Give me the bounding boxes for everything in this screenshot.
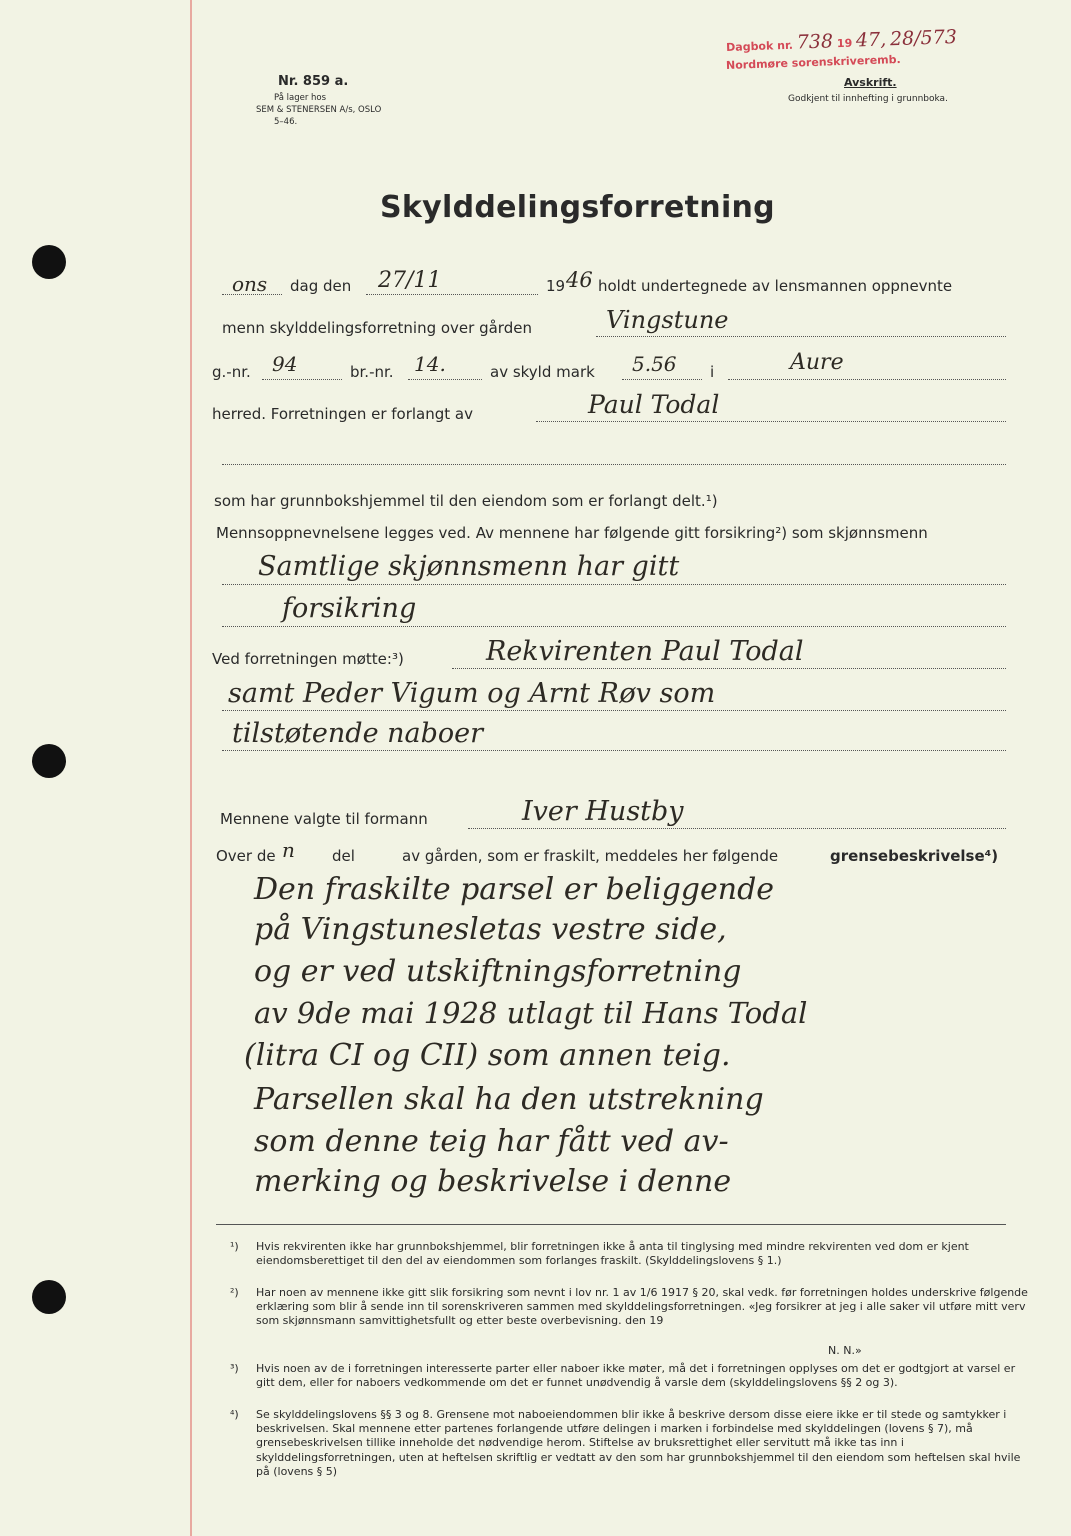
formann-handwritten: Iver Hustby [522,796,684,827]
mote-handwritten: tilstøtende naboer [232,718,484,749]
footnote-1: Hvis rekvirenten ikke har grunnbokshjemmel, blir forretningen ikke å anta til tinglysing med mindre rekvirenten ved dom er kjent eiendomsberettiget til den del av eiendommen som forlanges fraskilt. (Skylddelingslovens § 1.) [256,1240,969,1268]
fill-line [468,828,1006,829]
fill-line [222,710,1006,711]
date-handwritten: 27/11 [378,268,442,293]
garden-text: av gården, som er fraskilt, meddeles her følgende [402,847,779,865]
brnr-handwritten: 14. [414,352,446,376]
fill-line [222,750,1006,751]
fill-line [222,626,1006,627]
mennsopp-text: Mennsoppnevnelsene legges ved. Av mennene har følgende gitt forsikring²) som skjønnsmenn [216,524,928,542]
holdt-text: holdt undertegnede av lensmannen oppnevnte [598,277,953,295]
year-handwritten: 46 [566,268,593,292]
footnote-mark: ⁴) [230,1408,239,1421]
requester-handwritten: Paul Todal [588,390,720,419]
grense-handwritten: av 9de mai 1928 utlagt til Hans Todal [254,996,808,1030]
binder-hole [32,744,66,778]
fill-line [536,421,1006,422]
gnr-label: g.-nr. [212,363,251,381]
footnote-mark: ²) [230,1286,239,1299]
year-label: 19 [546,277,566,295]
mote-handwritten: samt Peder Vigum og Arnt Røv som [228,678,716,709]
grense-label: grensebeskrivelse⁴) [830,847,999,865]
fill-line [222,584,1006,585]
diary-stamp [726,26,958,56]
binder-hole [32,245,66,279]
footnote-signature: N. N.» [828,1344,862,1357]
grense-handwritten: Den fraskilte parsel er beliggende [254,872,775,907]
grense-handwritten: Parsellen skal ha den utstrekning [254,1082,764,1117]
del-label: del [332,847,355,865]
herred-text: herred. Forretningen er forlangt av [212,405,473,423]
gnr-handwritten: 94 [272,352,298,376]
fill-line [728,379,1006,380]
stamp-year-label: 19 [836,36,853,51]
approval-note: Godkjent til innhefting i grunnboka. [788,94,948,104]
publisher-line: SEM & STENERSEN A/s, OSLO [256,105,382,115]
document-title: Skylddelingsforretning [380,190,775,225]
skyld-handwritten: 5.56 [632,352,677,376]
footnote-divider [216,1224,1006,1225]
fill-line [262,379,342,380]
publisher-line: 5–46. [274,117,298,127]
skyld-label: av skyld mark [490,363,595,381]
footnote-2: Har noen av mennene ikke gitt slik forsikring som nevnt i lov nr. 1 av 1/6 1917 § 20, skal vedk. før forretningen holdes underskrive følgende erklæring som blir å sende inn til sorenskriveren sammen med skylddelingsforretningen. «Jeg forsikrer at jeg i alle saker vil utføre mitt verv som skjønnsmann samvittighetsfullt og etter beste overbevisning. den 19 [256,1286,1028,1328]
formann-label: Mennene valgte til formann [220,810,428,828]
grense-handwritten: og er ved utskiftningsforretning [254,954,742,989]
fill-line [596,336,1006,337]
del-handwritten: n [282,838,295,862]
fill-line [222,464,1006,465]
forsikring-handwritten: forsikring [282,593,417,624]
fill-line [222,294,282,295]
kommune-handwritten: Aure [790,350,844,375]
stamp-ref: 28/573 [889,25,958,51]
grense-handwritten: (litra CI og CII) som annen teig. [244,1038,731,1073]
mote-handwritten: Rekvirenten Paul Todal [486,636,804,667]
grense-handwritten: som denne teig har fått ved av- [254,1124,729,1159]
publisher-info [256,92,381,128]
forsikring-handwritten: Samtlige skjønnsmenn har gitt [258,551,680,582]
form-number: Nr. 859 a. [278,74,349,89]
publisher-line: På lager hos [274,93,327,103]
weekday-handwritten: ons [232,272,268,296]
avskrift-label: Avskrift. [844,76,897,89]
stamp-label: Dagbok nr. [725,38,794,55]
farm-handwritten: Vingstune [606,306,729,334]
stamp-year: 47, [855,28,887,52]
mote-label: Ved forretningen møtte:³) [212,650,404,668]
grunnbok-text: som har grunnbokshjemmel til den eiendom som er forlangt delt.¹) [214,492,718,510]
fill-line [408,379,482,380]
grense-handwritten: på Vingstunesletas vestre side, [254,912,727,947]
diary-number: 738 [796,30,834,54]
footnote-mark: ¹) [230,1240,239,1253]
binder-hole [32,1280,66,1314]
footnote-mark: ³) [230,1362,239,1375]
i-label: i [710,363,715,381]
footnote-4: Se skylddelingslovens §§ 3 og 8. Grensene mot naboeiendommen blir ikke å beskrive dersom disse eiere ikke er til stede og samtykker i beskrivelsen. Skal mennene etter partenes forlangende utføre delingen i marken i forbindelse med skylddelingen (lovens § 7), må grensebeskrivelsen tillike inneholde det nødvendige herom. Stiftelse av bruksrettighet eller servitutt må ikke tas inn i skylddelingsforretningen, uten at heftelsen skriftlig er vedtatt av den som har grunnbokshjemmel til den eiendom som heftelsen skal hvile på (lovens § 5) [256,1408,1021,1478]
fill-line [452,668,1006,669]
dag-label: dag den [290,277,352,295]
margin-rule [190,0,192,1536]
court-stamp: Nordmøre sorenskriveremb. [725,52,901,73]
grense-handwritten: merking og beskrivelse i denne [254,1164,732,1199]
brnr-label: br.-nr. [350,363,394,381]
over-de-label: Over de [216,847,276,865]
footnote-3: Hvis noen av de i forretningen interesserte parter eller naboer ikke møter, må det i forretningen opplyses om det er godtgjort at varsel er gitt dem, eller for naboers vedkommende om det er funnet unødvendig å varsle dem (skylddelingslovens §§ 2 og 3). [256,1362,1016,1390]
fill-line [366,294,538,295]
fill-line [622,379,702,380]
menn-text: menn skylddelingsforretning over gården [222,319,532,337]
